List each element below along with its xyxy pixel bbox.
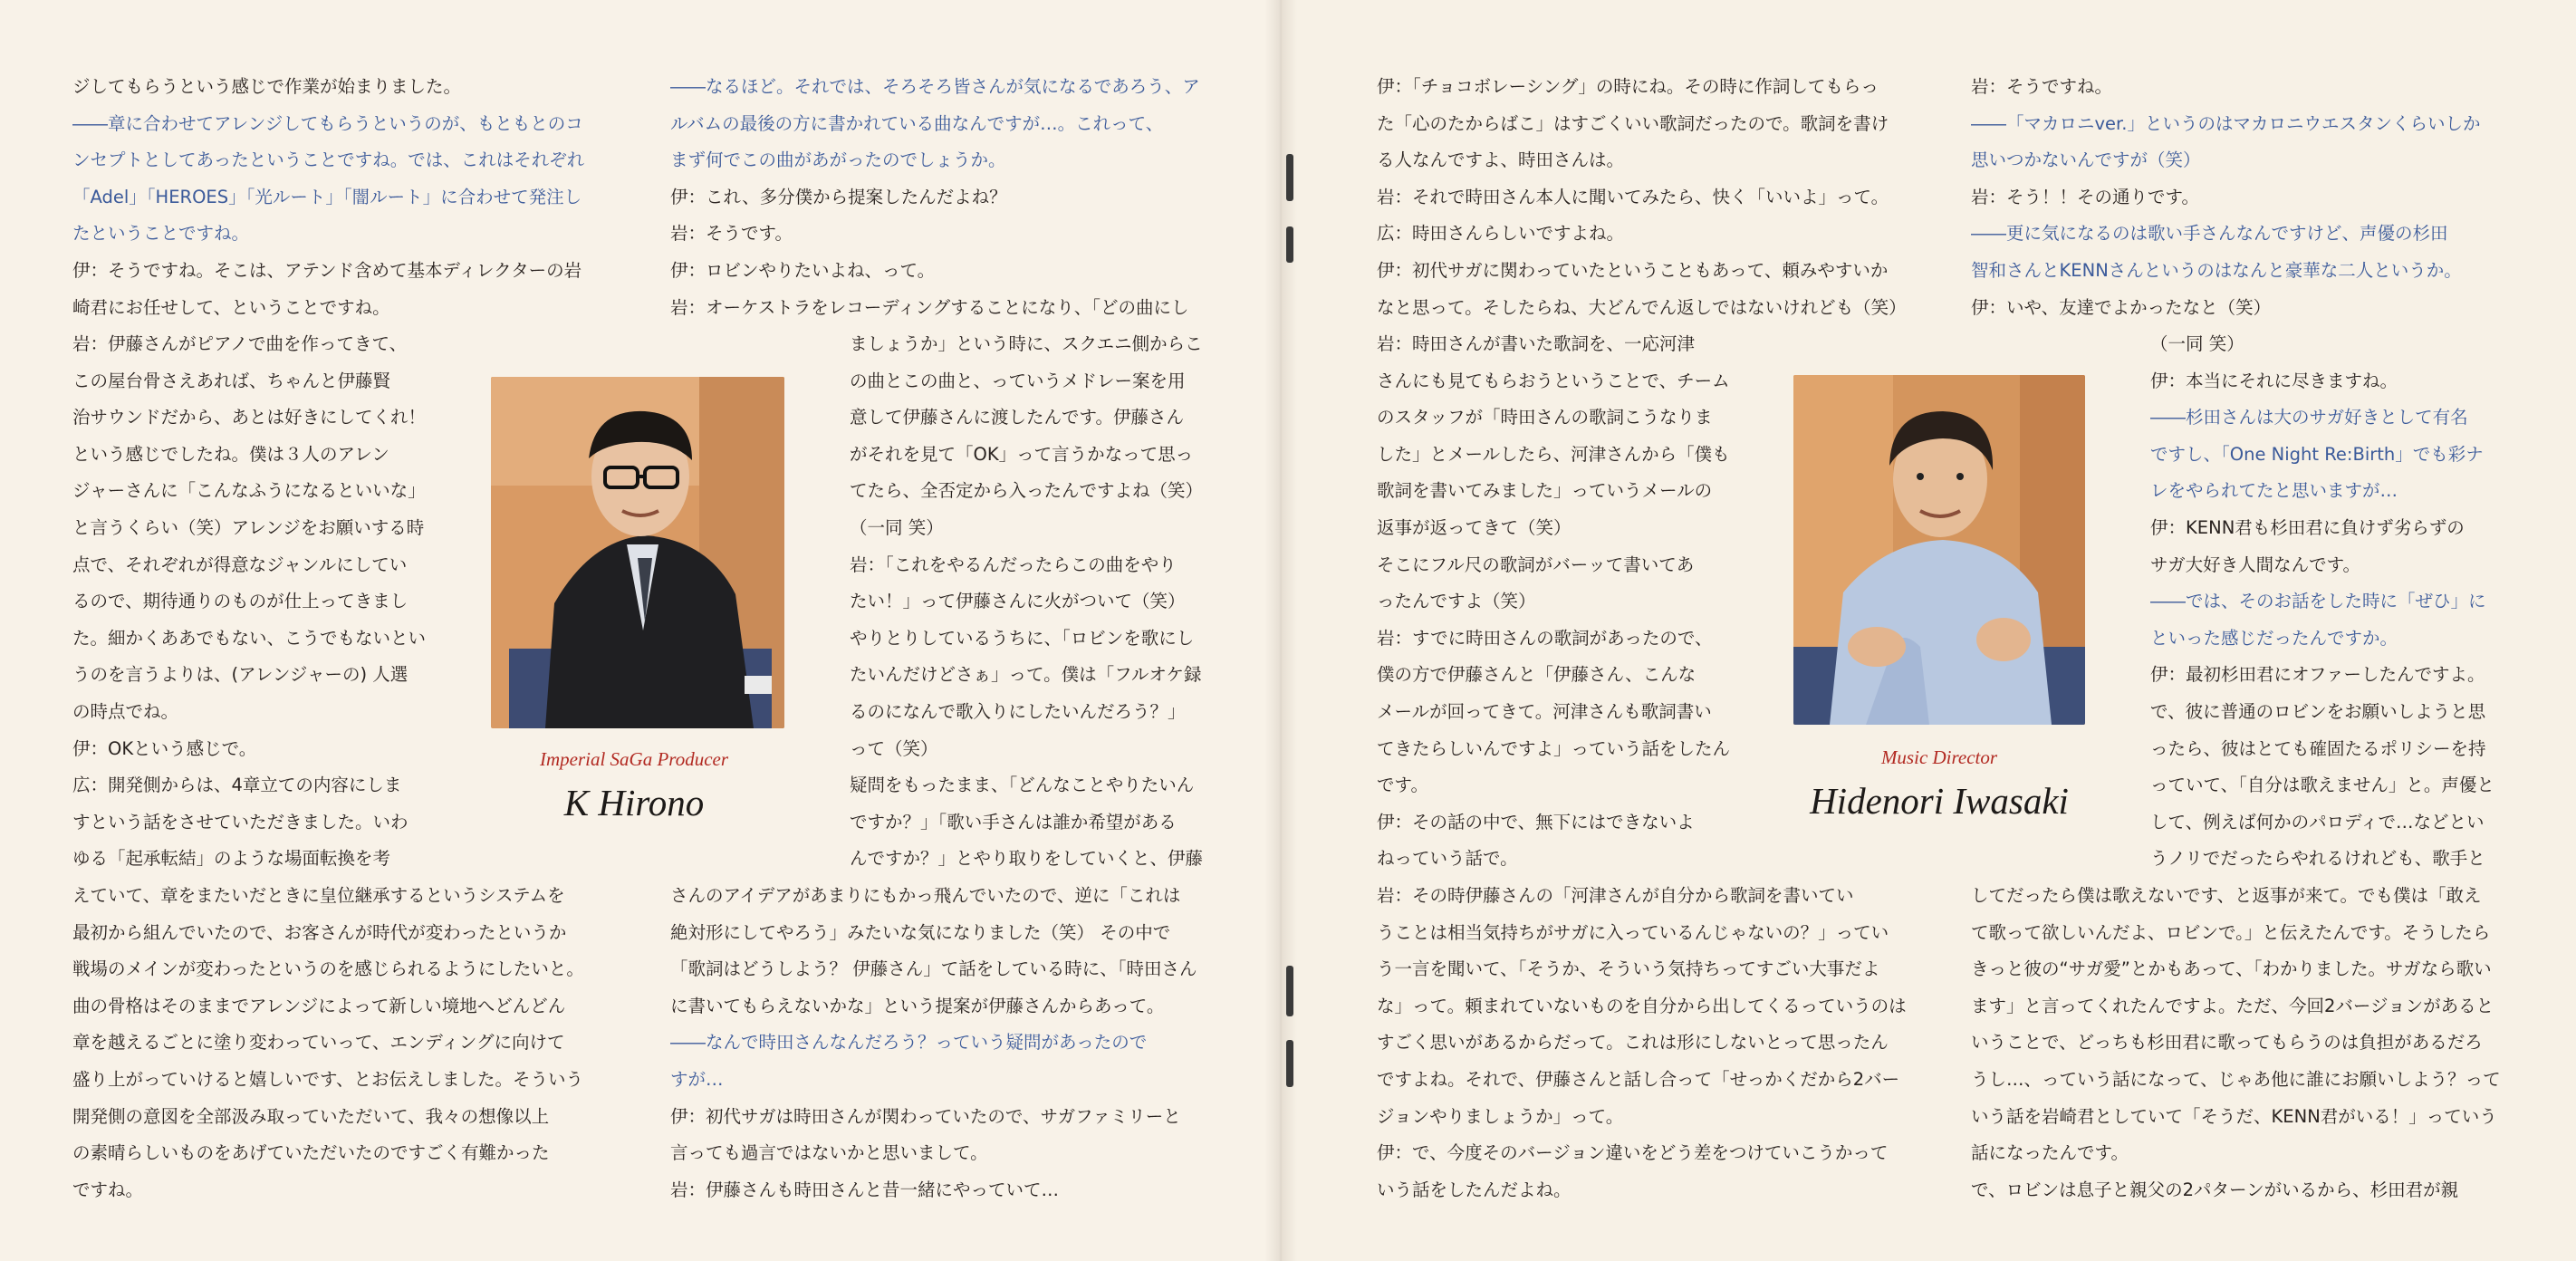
text-line: の曲とこの曲と、っていうメドレー案を用 bbox=[850, 370, 1186, 391]
text-line: うノリでだったらやれるけれども、歌手と bbox=[2150, 848, 2485, 870]
text-line: 岩：その時伊藤さんの「河津さんが自分から歌詞を書いてい bbox=[1377, 885, 1854, 906]
text-line: すが… bbox=[670, 1068, 724, 1090]
text-line: の素晴らしいものをあげていただいたのですごく有難かった bbox=[72, 1142, 550, 1164]
text-line: ジしてもらうという感じで作業が始まりました。 bbox=[72, 76, 462, 97]
text-line: 伊：ロビンやりたいよね、って。 bbox=[670, 259, 936, 281]
left-page bbox=[0, 0, 1281, 1261]
text-line: 思いつかないんですが（笑） bbox=[1971, 149, 2201, 171]
text-line: 「歌詞はどうしよう？ 伊藤さん」て話をしている時に、「時田さん bbox=[670, 958, 1197, 980]
text-line: 伊：で、今度そのバージョン違いをどう差をつけていこうかって bbox=[1377, 1142, 1889, 1164]
text-line: 伊：OKという感じで。 bbox=[72, 737, 257, 759]
text-line: きっと彼の“サガ愛”とかもあって、「わかりました。サガなら歌い bbox=[1971, 958, 2492, 980]
text-line: この屋台骨さえあれば、ちゃんと伊藤賢 bbox=[72, 370, 391, 391]
text-line: と言うくらい（笑）アレンジをお願いする時 bbox=[72, 516, 425, 538]
text-line: 伊：初代サガは時田さんが関わっていたので、サガファミリーと bbox=[670, 1105, 1181, 1127]
text-line: たいんだけどさぁ」って。僕は「フルオケ録 bbox=[850, 664, 1202, 686]
text-line: すという話をさせていただきました。いわ bbox=[72, 811, 409, 833]
text-line: てきたらしいんですよ」っていう話をしたん bbox=[1377, 737, 1731, 759]
text-line: たい！」って伊藤さんに火がついて（笑） bbox=[850, 591, 1186, 612]
text-line: すごく思いがあるからだって。これは形にしないとって思ったん bbox=[1377, 1032, 1889, 1054]
binding-staple-upper bbox=[1286, 226, 1293, 263]
text-line: に書いてもらえないかな」という提案が伊藤さんからあって。 bbox=[670, 995, 1165, 1016]
text-line: 伊：初代サガに関わっていたということもあって、頼みやすいか bbox=[1377, 259, 1889, 281]
text-line: で、彼に普通のロビンをお願いしようと思 bbox=[2150, 700, 2486, 722]
text-line: 伊：本当にそれに尽きますね。 bbox=[2150, 370, 2398, 391]
right-column-2-bottom bbox=[1971, 878, 2501, 1208]
text-line: 最初から組んでいたので、お客さんが時代が変わったというか bbox=[72, 921, 567, 943]
text-line: 岩：すでに時田さんの歌詞があったので、 bbox=[1377, 627, 1713, 649]
text-line: るので、期待通りのものが仕上ってきまし bbox=[72, 591, 409, 612]
text-line: 意して伊藤さんに渡したんです。伊藤さん bbox=[850, 407, 1184, 428]
text-line: 盛り上がっていけると嬉しいです、とお伝えしました。そういう bbox=[72, 1068, 583, 1090]
text-line: る人なんですよ、時田さんは。 bbox=[1377, 149, 1625, 171]
text-line: ねっていう話で。 bbox=[1377, 848, 1518, 870]
text-line: ――「マカロニver.」というのはマカロニウエスタンくらいしか bbox=[1971, 112, 2481, 134]
producer-caption-role: Imperial SaGa Producer bbox=[539, 748, 729, 770]
text-line: て歌って欲しいんだよ、ロビンで。」と伝えたんです。そうしたら bbox=[1971, 921, 2491, 943]
text-line: 開発側の意図を全部汲み取っていただいて、我々の想像以上 bbox=[72, 1105, 550, 1127]
text-line: 疑問をもったまま、「どんなことやりたいん bbox=[850, 775, 1195, 796]
text-line: うのを言うよりは、(アレンジャーの) 人選 bbox=[72, 664, 409, 686]
text-line: 岩：伊藤さんも時田さんと昔一緒にやっていて… bbox=[670, 1179, 1060, 1200]
binding-staple-bottom bbox=[1286, 1040, 1293, 1087]
text-line: ジャーさんに「こんなふうになるといいな」 bbox=[72, 480, 426, 502]
text-line: ったんですよ（笑） bbox=[1377, 591, 1536, 612]
text-line: した」とメールしたら、河津さんから「僕も bbox=[1377, 443, 1730, 465]
text-line: 岩：時田さんが書いた歌詞を、一応河津 bbox=[1377, 333, 1696, 354]
text-line: た「心のたからばこ」はすごくいい歌詞だったので。歌詞を書け bbox=[1377, 112, 1889, 134]
music-director-caption-role: Music Director bbox=[1880, 746, 1998, 768]
music-director-photo bbox=[1793, 375, 2085, 725]
text-line: 絶対形にしてやろう」みたいな気になりました（笑） その中で bbox=[670, 921, 1171, 943]
text-line: ――杉田さんは大のサガ好きとして有名 bbox=[2150, 407, 2468, 428]
text-line: 伊：これ、多分僕から提案したんだよね？ bbox=[670, 186, 1007, 207]
text-line: いうことで、どっちも杉田君に歌ってもらうのは負担があるだろ bbox=[1971, 1032, 2483, 1054]
text-line: さんにも見てもらおうということで、チーム bbox=[1377, 370, 1730, 391]
text-line: 歌詞を書いてみました」っていうメールの bbox=[1377, 480, 1713, 502]
text-line: な」って。頼まれていないものを自分から出してくるっていうのは bbox=[1377, 995, 1907, 1016]
text-line: （一同 笑） bbox=[2150, 333, 2244, 354]
text-line: 「Adel」「HEROES」「光ルート」「闇ルート」に合わせて発注し bbox=[72, 186, 582, 207]
text-line: 岩：オーケストラをレコーディングすることになり、「どの曲にし bbox=[670, 296, 1189, 318]
text-line: 点で、それぞれが得意なジャンルにしてい bbox=[72, 553, 408, 575]
text-line: 崎君にお任せして、ということですね。 bbox=[72, 296, 390, 318]
text-line: 伊：最初杉田君にオファーしたんですよ。 bbox=[2150, 664, 2485, 686]
text-line: ですよね。それで、伊藤さんと話し合って「せっかくだから2バー bbox=[1377, 1068, 1900, 1090]
text-line: 返事が返ってきて（笑） bbox=[1377, 516, 1572, 538]
text-line: た。細かくああでもない、こうでもないとい bbox=[72, 627, 427, 649]
binding-staple-top bbox=[1286, 154, 1293, 201]
text-line: で、ロビンは息子と親父の2パターンがいるから、杉田君が親 bbox=[1971, 1179, 2459, 1200]
text-line: ルバムの最後の方に書かれている曲なんですが…。これって、 bbox=[670, 112, 1164, 134]
text-line: 伊：いや、友達でよかったなと（笑） bbox=[1971, 296, 2272, 318]
text-line: 話になったんです。 bbox=[1971, 1142, 2129, 1164]
text-line: 戦場のメインが変わったというのを感じられるようにしたいと。 bbox=[72, 958, 584, 980]
text-line: いう話をしたんだよね。 bbox=[1377, 1179, 1572, 1200]
text-line: なと思って。そしたらね、大どんでん返しではないけれども（笑） bbox=[1377, 296, 1907, 318]
right-column-1-narrow bbox=[1377, 326, 1730, 878]
text-line: 岩：「これをやるんだったらこの曲をやり bbox=[850, 553, 1177, 575]
text-line: たということですね。 bbox=[72, 223, 250, 245]
text-line: という感じでしたね。僕は３人のアレン bbox=[72, 443, 389, 465]
right-page bbox=[1281, 0, 2576, 1261]
text-line: といった感じだったんですか。 bbox=[2150, 627, 2398, 649]
text-line: ジョンやりましょうか」って。 bbox=[1377, 1105, 1624, 1127]
text-line: ったら、彼はとても確固たるポリシーを持 bbox=[2150, 737, 2486, 759]
text-line: 伊：「チョコボレーシング」の時にね。その時に作詞してもらっ bbox=[1377, 76, 1879, 97]
text-line: 広：時田さんらしいですよね。 bbox=[1377, 223, 1625, 245]
text-line: 岩：そうですね。 bbox=[1971, 76, 2113, 97]
text-line: ですね。 bbox=[72, 1179, 144, 1200]
text-line: ですし、「One Night Re:Birth」でも彩ナ bbox=[2150, 443, 2484, 465]
text-line: うし…、っていう話になって、じゃあ他に誰にお願いしよう？って bbox=[1971, 1068, 2501, 1090]
left-column-2-bottom bbox=[670, 878, 1197, 1208]
text-line: ゆる「起承転結」のような場面転換を考 bbox=[72, 848, 391, 870]
producer-caption-name: K Hirono bbox=[563, 782, 705, 823]
text-line: う一言を聞いて、「そうか、そういう気持ちってすごい大事だよ bbox=[1377, 958, 1880, 980]
text-line: るのになんで歌入りにしたいんだろう？」 bbox=[850, 700, 1186, 722]
text-line: ましょうか」という時に、スクエニ側からこ bbox=[850, 333, 1203, 354]
binding-staple-lower bbox=[1286, 966, 1293, 1016]
text-line: ――なるほど。それでは、そろそろ皆さんが気になるであろう、ア bbox=[670, 76, 1200, 97]
text-line: まず何でこの曲があがったのでしょうか。 bbox=[670, 149, 1006, 171]
text-line: 曲の骨格はそのままでアレンジによって新しい境地へどんどん bbox=[72, 995, 566, 1016]
text-line: の時点でね。 bbox=[72, 700, 179, 722]
text-line: 広：開発側からは、4章立ての内容にしま bbox=[72, 775, 402, 796]
text-line: ――更に気になるのは歌い手さんなんですけど、声優の杉田 bbox=[1971, 223, 2448, 245]
right-column-1-bottom bbox=[1377, 878, 1907, 1208]
left-column-1-bottom bbox=[72, 878, 584, 1208]
text-line: って（笑） bbox=[850, 737, 938, 759]
text-line: ――章に合わせてアレンジしてもらうというのが、もともとのコ bbox=[72, 112, 583, 134]
text-line: ます」と言ってくれたんですよ。ただ、今回2バージョンがあると bbox=[1971, 995, 2494, 1016]
producer-photo bbox=[491, 377, 784, 728]
left-column-1-narrow bbox=[72, 326, 426, 878]
text-line: のスタッフが「時田さんの歌詞こうなりま bbox=[1377, 407, 1713, 428]
music-director-caption-name: Hidenori Iwasaki bbox=[1810, 780, 2069, 822]
text-line: いう話を岩崎君としていて「そうだ、KENN君がいる！」っていう bbox=[1971, 1105, 2497, 1127]
text-line: ――では、そのお話をした時に「ぜひ」に bbox=[2150, 591, 2486, 612]
left-column-2 bbox=[670, 69, 1200, 326]
text-line: 伊：その話の中で、無下にはできないよ bbox=[1377, 811, 1695, 833]
text-line: サガ大好き人間なんです。 bbox=[2150, 553, 2361, 575]
text-line: 章を越えるごとに塗り変わっていって、エンディングに向けて bbox=[72, 1032, 565, 1054]
text-line: 岩：それで時田さん本人に聞いてみたら、快く「いいよ」って。 bbox=[1377, 186, 1889, 207]
right-column-2-narrow bbox=[2150, 326, 2494, 878]
text-line: そこにフル尺の歌詞がバーッて書いてあ bbox=[1377, 553, 1695, 575]
text-line: 伊：そうですね。そこは、アテンド含めて基本ディレクターの岩 bbox=[72, 259, 582, 281]
text-line: がそれを見て「OK」って言うかなって思っ bbox=[850, 443, 1194, 465]
text-line: ですか？」「歌い手さんは誰か希望がある bbox=[850, 811, 1177, 833]
right-column-2 bbox=[1971, 69, 2480, 326]
text-line: 岩：伊藤さんがピアノで曲を作ってきて、 bbox=[72, 333, 408, 354]
text-line: えていて、章をまたいだときに皇位継承するというシステムを bbox=[72, 885, 565, 906]
text-line: ンセプトとしてあったということですね。では、これはそれぞれ bbox=[72, 149, 585, 171]
text-line: 伊：KENN君も杉田君に負けず劣らずの bbox=[2150, 516, 2465, 538]
text-line: うことは相当気持ちがサガに入っているんじゃないの？」ってい bbox=[1377, 921, 1889, 943]
text-line: です。 bbox=[1377, 775, 1428, 796]
left-column-2-narrow bbox=[850, 326, 1203, 878]
text-line: さんのアイデアがあまりにもかっ飛んでいたので、逆に「これは bbox=[670, 885, 1181, 906]
text-line: して、例えば何かのパロディで…などとい bbox=[2150, 811, 2485, 833]
text-line: 僕の方で伊藤さんと「伊藤さん、こんな bbox=[1377, 664, 1697, 686]
text-line: ――なんで時田さんなんだろう？っていう疑問があったので bbox=[670, 1032, 1148, 1054]
text-line: っていて、「自分は歌えません」と。声優と bbox=[2150, 775, 2494, 796]
text-line: 岩：そう！！その通りです。 bbox=[1971, 186, 2199, 207]
left-column-1 bbox=[72, 69, 584, 326]
text-line: 岩：そうです。 bbox=[670, 223, 793, 245]
text-line: レをやられてたと思いますが… bbox=[2150, 480, 2398, 502]
text-line: てたら、全否定から入ったんですよね（笑） bbox=[850, 480, 1204, 502]
text-line: 治サウンドだから、あとは好きにしてくれ！ bbox=[72, 407, 427, 428]
text-line: 智和さんとKENNさんというのはなんと豪華な二人というか。 bbox=[1971, 259, 2462, 281]
text-line: んですか？」とやり取りをしていくと、伊藤 bbox=[850, 848, 1204, 870]
right-column-1 bbox=[1377, 69, 1907, 326]
text-line: メールが回ってきて。河津さんも歌詞書い bbox=[1377, 700, 1712, 722]
text-line: 言っても過言ではないかと思いまして。 bbox=[670, 1142, 988, 1164]
text-line: やりとりしているうちに、「ロビンを歌にし bbox=[850, 627, 1195, 649]
text-line: （一同 笑） bbox=[850, 516, 944, 538]
text-line: してだったら僕は歌えないです、と返事が来て。でも僕は「敢え bbox=[1971, 885, 2482, 906]
